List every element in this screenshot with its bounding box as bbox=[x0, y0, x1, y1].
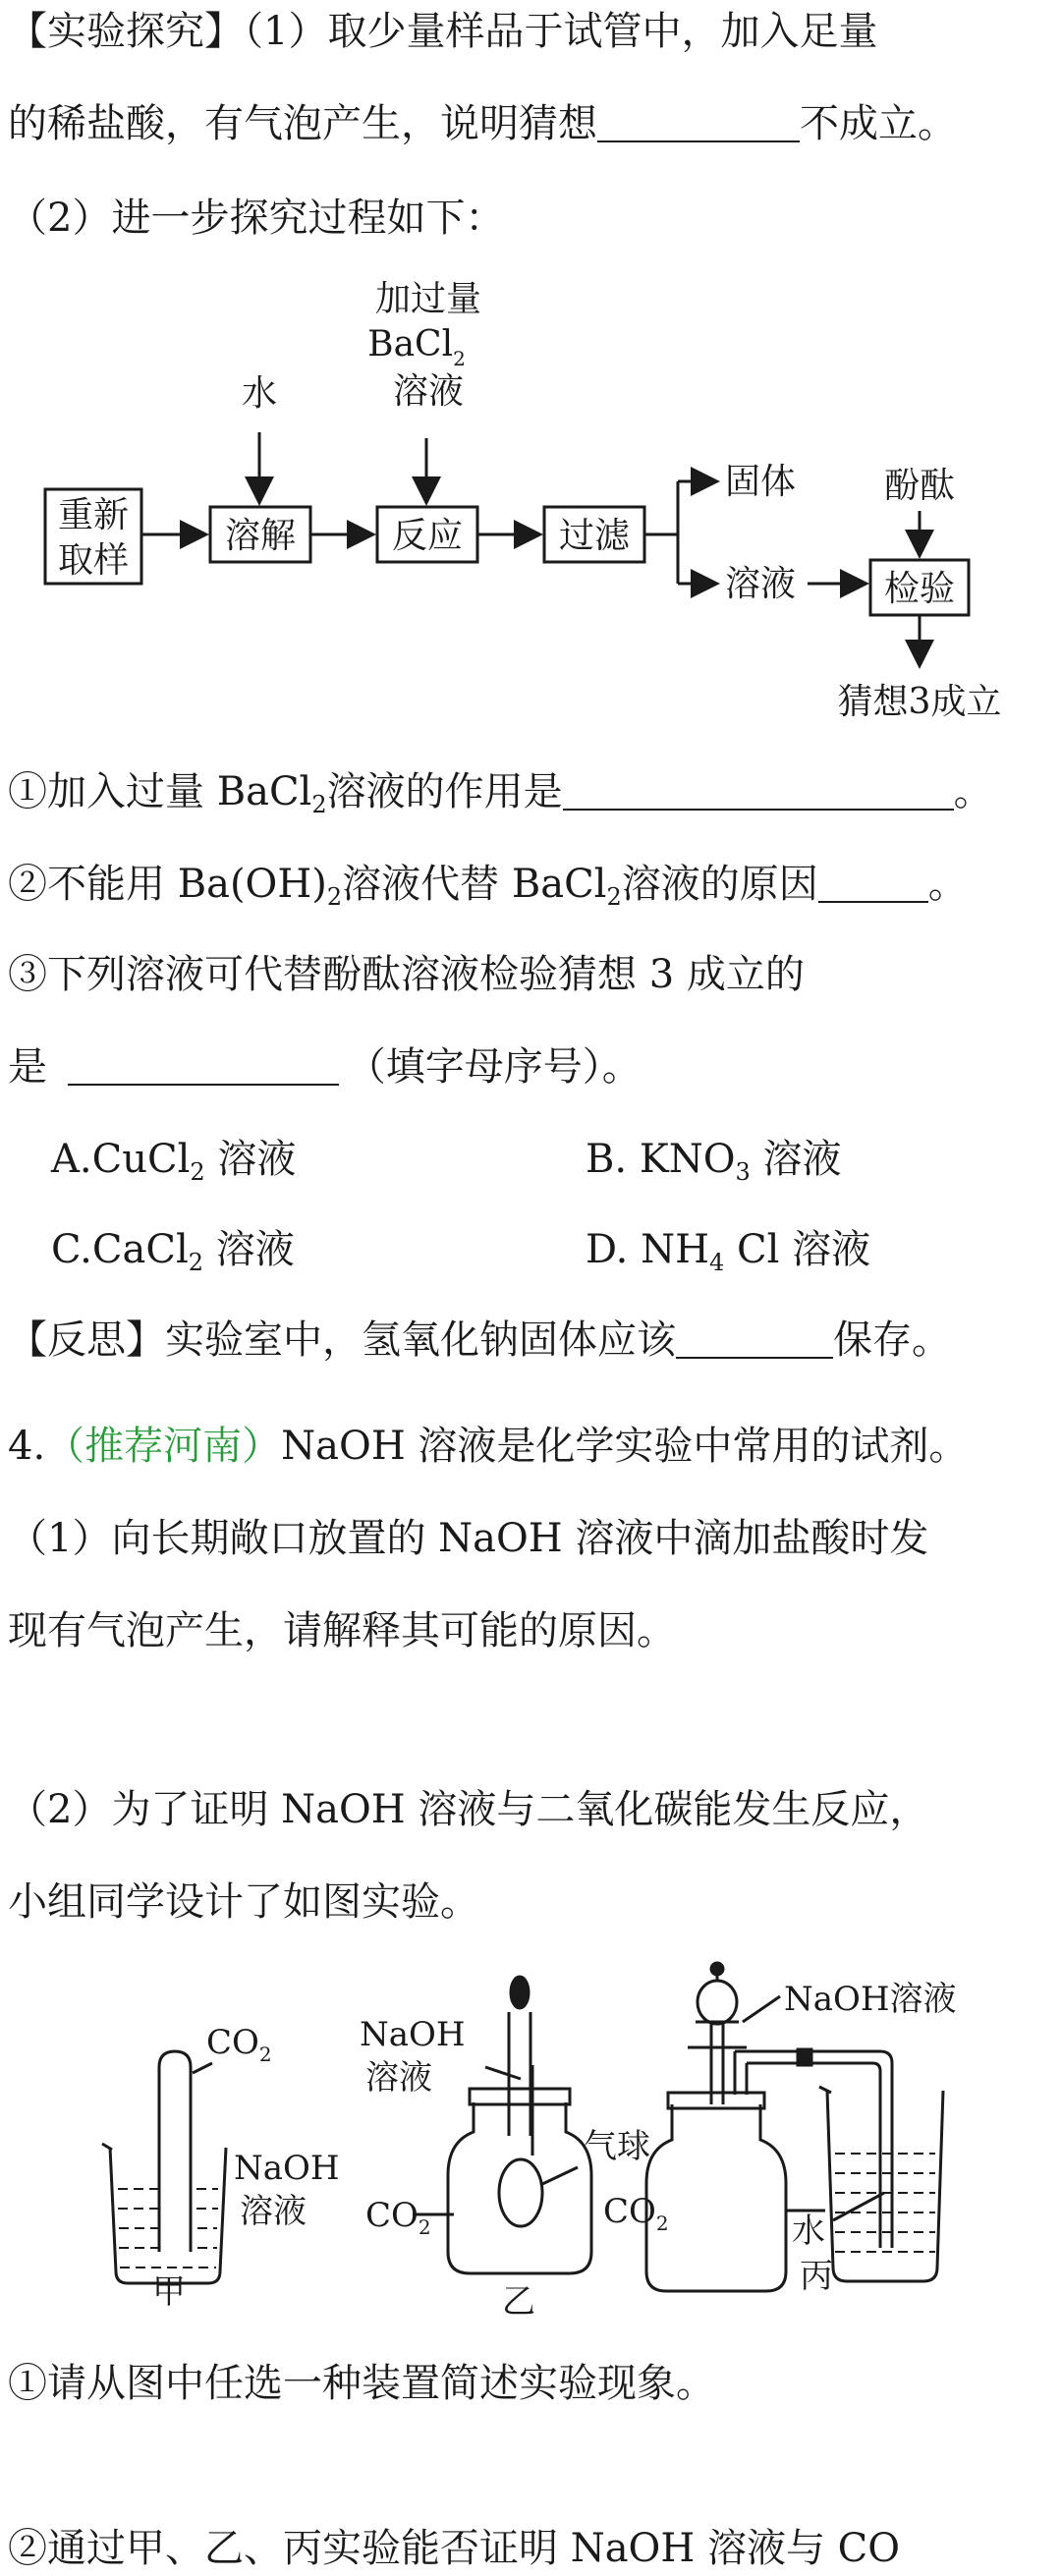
box-resample-text2: 取样 bbox=[57, 540, 130, 581]
recommend-tag: （推荐河南） bbox=[45, 1424, 282, 1469]
option-c[interactable]: C.CaCl$_2$ 溶液 bbox=[51, 1227, 295, 1276]
q4-sub2-q2: ②通过甲、乙、丙实验能否证明 NaOH 溶液与 CO bbox=[8, 2526, 901, 2571]
label-yi-co2: $CO_2$ bbox=[365, 2196, 431, 2239]
label-yi: 乙 bbox=[502, 2282, 535, 2321]
label-jia-co2: $CO_2$ bbox=[206, 2023, 272, 2066]
label-jia-naoh: NaOH bbox=[234, 2149, 340, 2188]
box-react-text: 反应 bbox=[391, 516, 464, 556]
label-filtrate: 溶液 bbox=[725, 564, 797, 604]
experiment-label: 【实验探究】 bbox=[8, 9, 244, 54]
label-bing-naoh-solution: NaOH溶液 bbox=[784, 1980, 957, 2019]
apparatus-figure bbox=[0, 1957, 1061, 2321]
answer-blank[interactable] bbox=[676, 1317, 833, 1359]
label-yi-balloon: 气球 bbox=[584, 2127, 650, 2166]
label-solution-top: 溶液 bbox=[392, 371, 465, 412]
experiment-q1-line2: 的稀盐酸，有气泡产生，说明猜想 不成立。 bbox=[8, 101, 957, 146]
label-conclusion: 猜想3成立 bbox=[837, 682, 1002, 722]
label-water: 水 bbox=[241, 373, 278, 414]
question-b: ②不能用 $Ba(OH)_2$溶液代替 BaCl$_2$溶液的原因 。 bbox=[8, 862, 968, 911]
option-b[interactable]: B. $KNO_3$ 溶液 bbox=[586, 1137, 842, 1186]
answer-blank[interactable] bbox=[563, 769, 954, 811]
question-c-line2: 是 （填字母序号）。 bbox=[8, 1044, 642, 1090]
q4-sub2-line1: （2）为了证明 NaOH 溶液与二氧化碳能发生反应， bbox=[8, 1787, 929, 1832]
box-dissolve-text: 溶解 bbox=[224, 516, 297, 556]
question-c-line1: ③下列溶液可代替酚酞溶液检验猜想 3 成立的 bbox=[8, 952, 805, 997]
label-phenolphthalein: 酚酞 bbox=[883, 466, 956, 506]
label-bacl2: BaCl$_2$ bbox=[367, 324, 466, 370]
box-resample-text1: 重新 bbox=[57, 495, 130, 535]
answer-blank[interactable] bbox=[597, 101, 800, 142]
box-test-text: 检验 bbox=[883, 569, 956, 609]
question-a: ①加入过量 BaCl$_2$溶液的作用是 。 bbox=[8, 769, 993, 818]
q4-sub2-line2: 小组同学设计了如图实验。 bbox=[8, 1879, 479, 1925]
reflection: 【反思】实验室中，氢氧化钠固体应该 保存。 bbox=[8, 1317, 951, 1363]
answer-blank[interactable] bbox=[68, 1044, 339, 1086]
label-yi-solution: 溶液 bbox=[365, 2058, 432, 2098]
experiment-q2: （2）进一步探究过程如下： bbox=[8, 196, 505, 241]
answer-blank[interactable] bbox=[818, 862, 928, 903]
experiment-q1-line1: 【实验探究】（1）取少量样品于试管中，加入足量 bbox=[8, 9, 878, 54]
label-add-excess: 加过量 bbox=[374, 279, 482, 319]
box-filter-text: 过滤 bbox=[558, 516, 631, 556]
q4-sub1-line1: （1）向长期敞口放置的 NaOH 溶液中滴加盐酸时发 bbox=[8, 1516, 929, 1561]
label-bing: 丙 bbox=[800, 2257, 833, 2296]
label-jia: 甲 bbox=[152, 2272, 186, 2312]
flow-diagram bbox=[0, 275, 1061, 737]
option-a[interactable]: A.CuCl$_2$ 溶液 bbox=[51, 1137, 297, 1186]
label-jia-solution: 溶液 bbox=[240, 2192, 307, 2231]
label-bing-water: 水 bbox=[792, 2212, 825, 2251]
label-solid: 固体 bbox=[725, 462, 797, 502]
label-bing-co2: $CO_2$ bbox=[603, 2192, 669, 2235]
question-4-header: 4.（推荐河南）NaOH 溶液是化学实验中常用的试剂。 bbox=[8, 1424, 969, 1469]
q4-sub2-q1: ①请从图中任选一种装置简述实验现象。 bbox=[8, 2361, 715, 2406]
q4-sub1-line2: 现有气泡产生，请解释其可能的原因。 bbox=[8, 1608, 676, 1653]
option-d[interactable]: D. $NH_4$ Cl 溶液 bbox=[586, 1227, 871, 1276]
label-yi-naoh: NaOH bbox=[360, 2015, 466, 2054]
